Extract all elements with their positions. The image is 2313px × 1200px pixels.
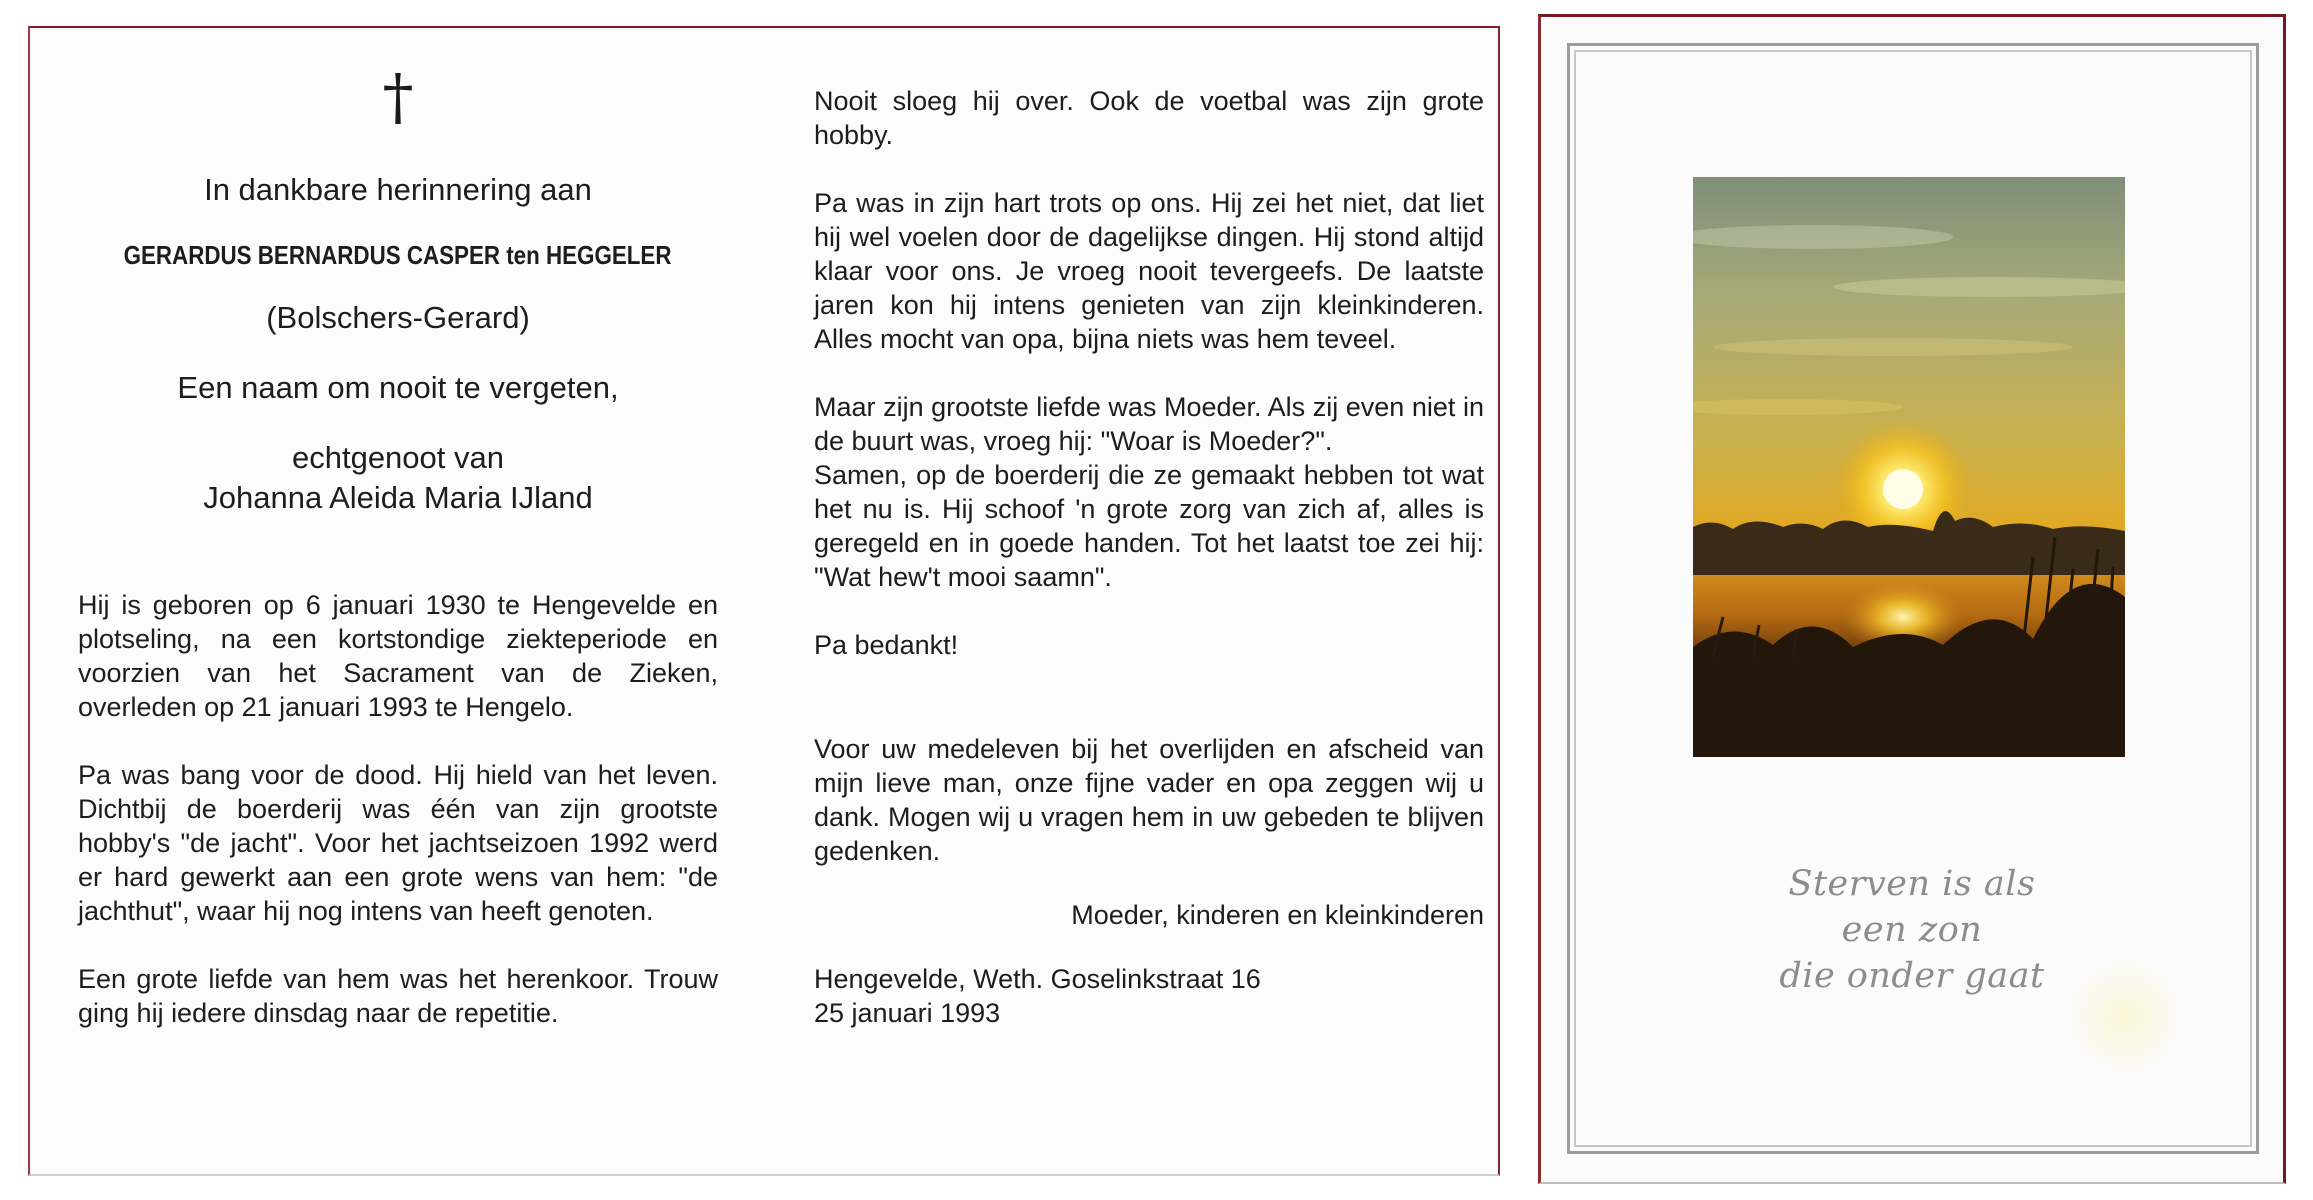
right-column <box>814 84 1484 1030</box>
sunset-over-water-image <box>1693 177 2125 757</box>
poem-line-1: Sterven is als <box>1788 864 2036 904</box>
paragraph-gratitude: Voor uw medeleven bij het overlijden en afscheid van mijn lieve man, onze fijne vader en opa zeggen wij u dank. Mogen wij u vragen hem in uw gebeden te blijven gedenken. <box>814 734 1484 866</box>
left-column <box>78 58 718 1030</box>
motto: Een naam om nooit te vergeten, <box>177 370 619 405</box>
poem-line-3: die onder gaat <box>1779 956 2045 996</box>
paragraph-farm: Samen, op de boerderij die ze gemaakt hebben tot wat het nu is. Hij schoof 'n grote zorg van zich af, alles is geregeld en in goede handen. Tot het laatst toe zei hij: "Wat hew't mooi saamn". <box>814 460 1484 592</box>
poem-line-2: een zon <box>1841 910 1983 950</box>
cover-poem <box>1541 861 2283 999</box>
intro-text: In dankbare herinnering aan <box>204 172 592 207</box>
signature: Moeder, kinderen en kleinkinderen <box>1071 900 1484 930</box>
address: Hengevelde, Weth. Goselinkstraat 16 <box>814 964 1261 994</box>
paragraph-football: Nooit sloeg hij over. Ook de voetbal was zijn grote hobby. <box>814 86 1484 150</box>
spouse-name: Johanna Aleida Maria IJland <box>203 480 593 515</box>
paragraph-birth: Hij is geboren op 6 januari 1930 te Hengevelde en plotseling, na een kortstondige ziekteperiode en voorzien van het Sacrament van de Zieken, overleden op 21 januari 1993 te Hengelo. <box>78 590 718 722</box>
date: 25 januari 1993 <box>814 998 1001 1028</box>
deceased-name: GERARDUS BERNARDUS CASPER ten HEGGELER <box>124 240 672 270</box>
spouse-label: echtgenoot van <box>291 440 504 475</box>
thanks-line: Pa bedankt! <box>814 630 959 660</box>
paragraph-pride: Pa was in zijn hart trots op ons. Hij zei het niet, dat liet hij wel voelen door de dagelijkse dingen. Hij stond altijd klaar voor ons. Je vroeg nooit tevergeefs. De laatste jaren kon hij intens genieten van zijn kleinkinderen. Alles mocht van opa, bijna niets was hem teveel. <box>814 188 1484 354</box>
paper-stain <box>2065 957 2185 1077</box>
paragraph-choir: Een grote liefde van hem was het herenkoor. Trouw ging hij iedere dinsdag naar de repetitie. <box>78 964 718 1028</box>
memorial-card-inside <box>28 26 1500 1176</box>
cross-icon: † <box>382 60 414 133</box>
paragraph-mother: Maar zijn grootste liefde was Moeder. Als zij even niet in de buurt was, vroeg hij: "Woar is Moeder?". <box>814 392 1484 456</box>
sunset-photo-svg <box>1693 177 2125 757</box>
memorial-card-cover <box>1538 14 2286 1184</box>
paragraph-hunting: Pa was bang voor de dood. Hij hield van het leven. Dichtbij de boerderij was één van zijn grootste hobby's "de jacht". Voor het jachtseizoen 1992 werd er hard gewerkt aan een grote wens van hem: "de jachthut", waar hij nog intens van heeft genoten. <box>78 760 718 926</box>
nickname: (Bolschers-Gerard) <box>266 300 530 335</box>
